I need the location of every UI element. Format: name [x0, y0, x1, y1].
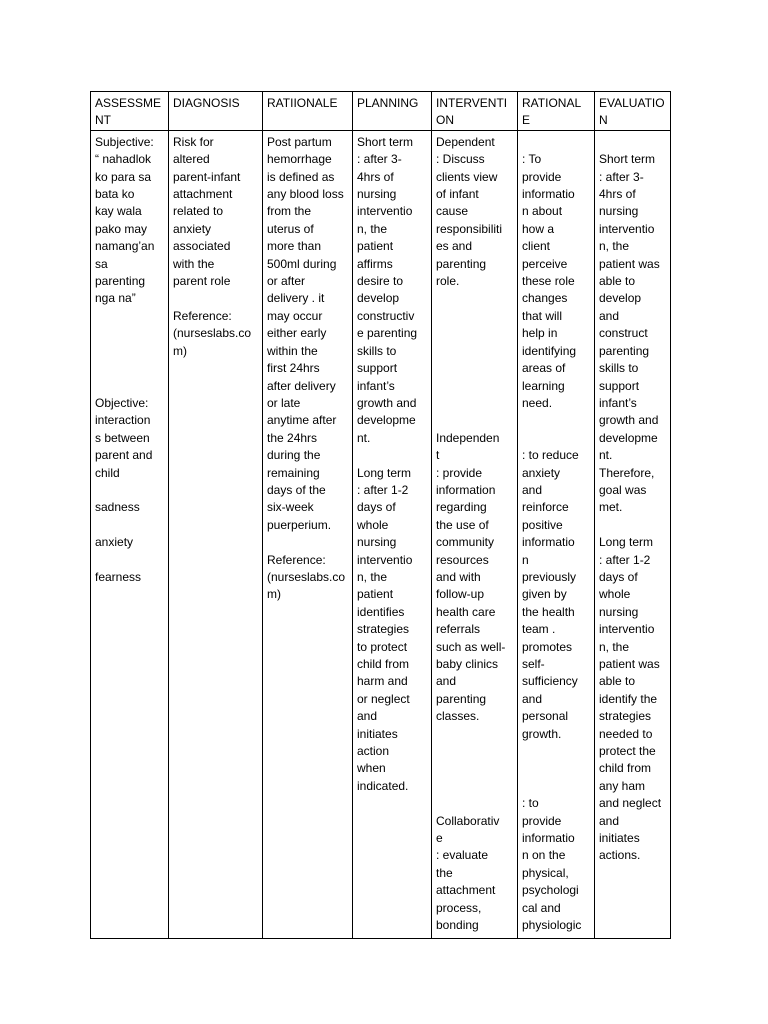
- header-evaluation: EVALUATIO N: [595, 92, 671, 131]
- header-rationale: RATIIONALE: [263, 92, 353, 131]
- content-row: [91, 130, 671, 938]
- cell-rationale: Post partum hemorrhage is defined as any blood loss from the uterus of more than 500ml during or after delivery . it may occur either early within the first 24hrs after delivery or late anytime after the 24hrs during the remaining days of the six-week puerperium. Reference: (nurseslabs.co m): [263, 130, 353, 938]
- cell-diagnosis: Risk for altered parent-infant attachment related to anxiety associated with the parent role Reference: (nurseslabs.co m): [169, 130, 263, 938]
- cell-evaluation: Short term : after 3- 4hrs of nursing interventio n, the patient was able to develop and construct parenting skills to support infant’s growth and developme nt. Therefore, goal was met. Long term : after 1-2 days of whole nursing interventio n, the patient was able to identify the strategies needed to protect the child from any ham and neglect and initiates actions.: [595, 130, 671, 938]
- cell-planning: Short term : after 3- 4hrs of nursing interventio n, the patient affirms desire to develop constructiv e parenting skills to support infant’s growth and developme nt. Long term : after 1-2 days of whole nursing interventio n, the patient identifies strategies to protect child from harm and or neglect and initiates action when indicated.: [353, 130, 432, 938]
- header-diagnosis: DIAGNOSIS: [169, 92, 263, 131]
- header-row: [91, 92, 671, 131]
- header-intervention: INTERVENTI ON: [432, 92, 518, 131]
- header-assessment: ASSESSME NT: [91, 92, 169, 131]
- cell-rationale-2: : To provide informatio n about how a client perceive these role changes that will help in identifying areas of learning need. : to reduce anxiety and reinforce positive informatio n previously given by the health team . promotes self- sufficiency and personal growth. : to provide informatio n on the physical, psychologi cal and physiologic: [518, 130, 595, 938]
- cell-intervention: Dependent : Discuss clients view of infant cause responsibiliti es and parenting role. Independen t : provide information regarding the use of community resources and with follow-up health care referrals such as well- baby clinics and parenting classes. Collaborativ e : evaluate the attachment process, bonding: [432, 130, 518, 938]
- header-rationale-2: RATIONAL E: [518, 92, 595, 131]
- nursing-care-plan-table: [90, 91, 671, 939]
- header-planning: PLANNING: [353, 92, 432, 131]
- cell-assessment: Subjective: “ nahadlok ko para sa bata ko kay wala pako may namang’an sa parenting nga na” Objective: interaction s between parent and child sadness anxiety fearness: [91, 130, 169, 938]
